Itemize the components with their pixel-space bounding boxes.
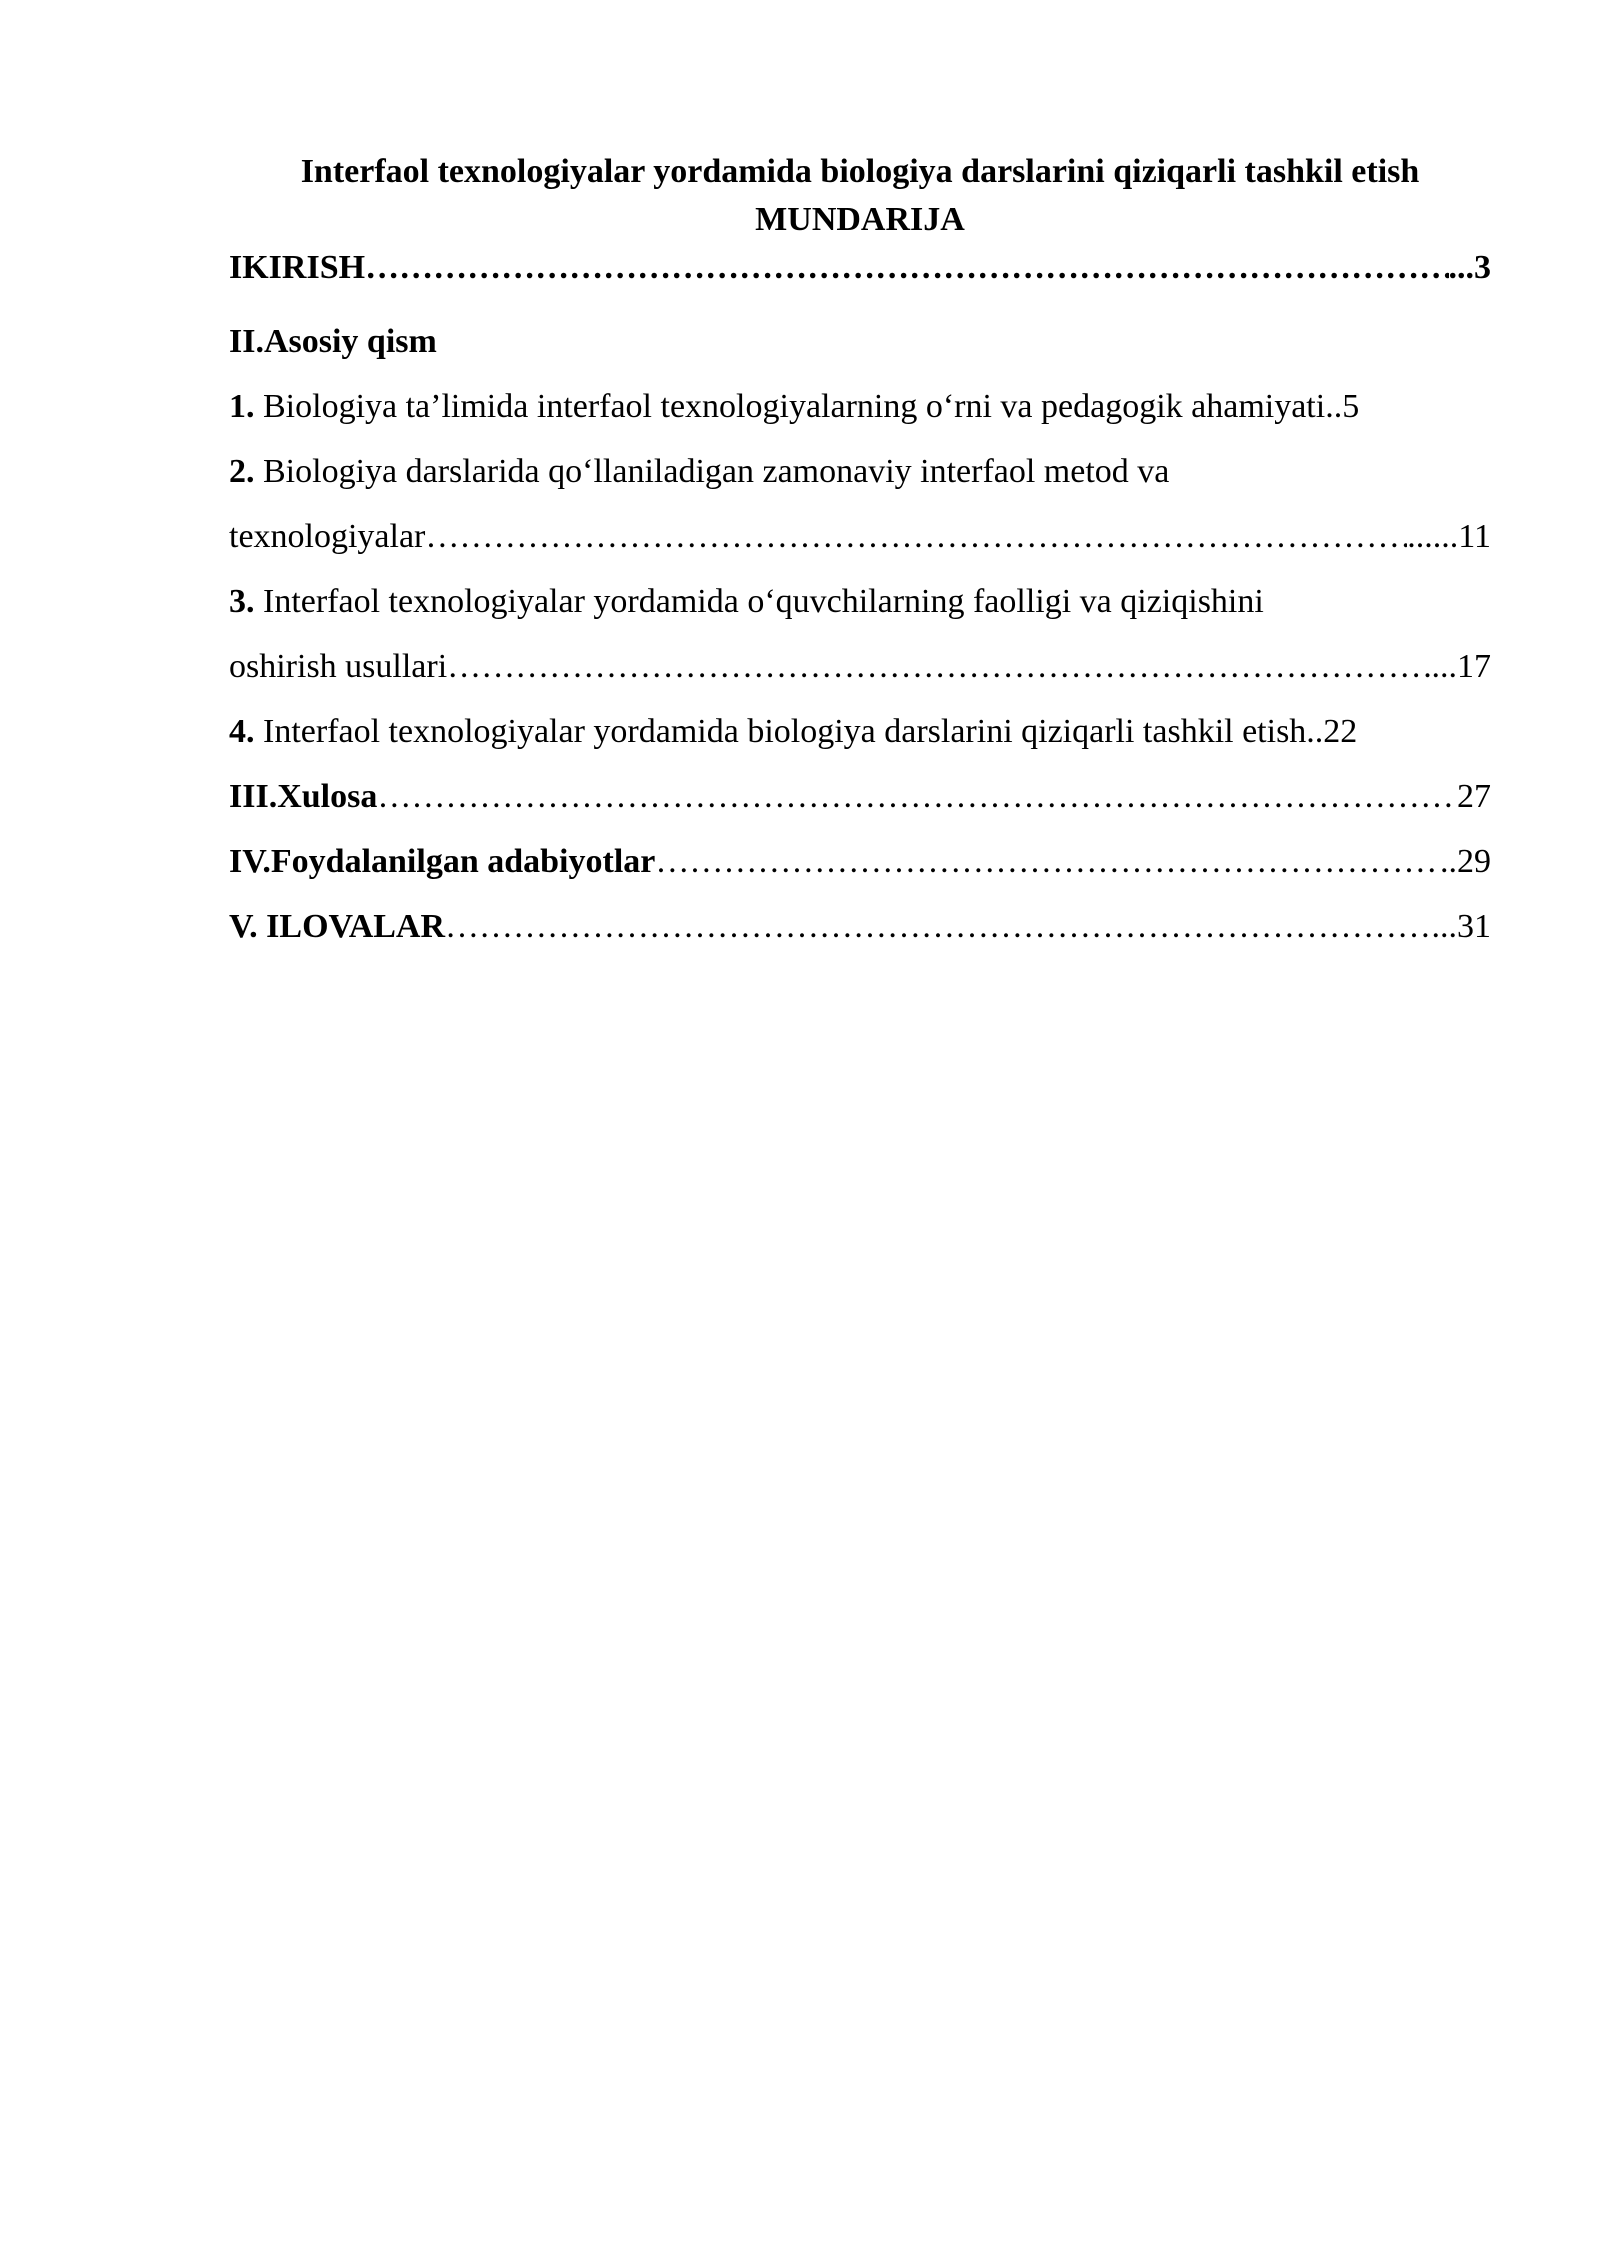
toc-entry-text: Biologiya ta’limida interfaol texnologiyalarning o‘rni va pedagogik ahamiyati..5 xyxy=(254,388,1360,425)
toc-page-number: ...3 xyxy=(1448,249,1491,286)
dot-leader xyxy=(365,244,1448,292)
toc-entry-number: 1. xyxy=(229,388,255,425)
toc-entry-appendix[interactable] xyxy=(229,894,1491,959)
toc-entry-label: II.Asosiy qism xyxy=(229,323,437,360)
dot-leader xyxy=(425,504,1407,569)
toc-entry-3-line2[interactable] xyxy=(229,634,1491,699)
toc-entry-intro[interactable] xyxy=(229,244,1491,292)
dot-leader xyxy=(377,764,1457,829)
toc-entry-label: IKIRISH xyxy=(229,249,366,286)
toc-entry-2-line1[interactable] xyxy=(229,439,1491,504)
toc-entry-2-line2[interactable] xyxy=(229,504,1491,569)
toc-heading: MUNDARIJA xyxy=(755,201,965,238)
toc-entry-text: Biologiya darslarida qo‘llaniladigan zamonaviy interfaol metod va xyxy=(254,453,1170,490)
toc-entry-number: 3. xyxy=(229,583,255,620)
page-content xyxy=(229,148,1491,959)
toc-page-number: 27 xyxy=(1457,778,1491,815)
toc-entry-number: 2. xyxy=(229,453,255,490)
toc-entry-4[interactable] xyxy=(229,699,1491,764)
toc-page-number: ......11 xyxy=(1407,518,1491,555)
toc-entry-number: 4. xyxy=(229,713,255,750)
toc-page-number: ..29 xyxy=(1440,843,1491,880)
toc-section-main[interactable] xyxy=(229,309,1491,374)
toc-page-number: ...17 xyxy=(1431,648,1491,685)
toc-page-number: ...31 xyxy=(1431,908,1491,945)
toc-entry-conclusion[interactable] xyxy=(229,764,1491,829)
toc-entry-label: V. ILOVALAR xyxy=(229,908,446,945)
toc-entry-3-line1[interactable] xyxy=(229,569,1491,634)
toc-entry-label: IV.Foydalanilgan adabiyotlar xyxy=(229,843,656,880)
toc-entry-text: Interfaol texnologiyalar yordamida biologiya darslarini qiziqarli tashkil etish..22 xyxy=(254,713,1358,750)
dot-leader xyxy=(655,829,1440,894)
toc-entry-text: Interfaol texnologiyalar yordamida o‘quvchilarning faolligi va qiziqishini xyxy=(254,583,1264,620)
toc-entry-text: texnologiyalar xyxy=(229,518,426,555)
document-title: Interfaol texnologiyalar yordamida biologiya darslarini qiziqarli tashkil etish xyxy=(300,153,1420,190)
dot-leader xyxy=(447,634,1431,699)
toc-entry-1[interactable] xyxy=(229,374,1491,439)
toc-entry-text: oshirish usullari xyxy=(229,648,448,685)
toc-entry-label: III.Xulosa xyxy=(229,778,378,815)
toc-entry-references[interactable] xyxy=(229,829,1491,894)
dot-leader xyxy=(445,894,1431,959)
